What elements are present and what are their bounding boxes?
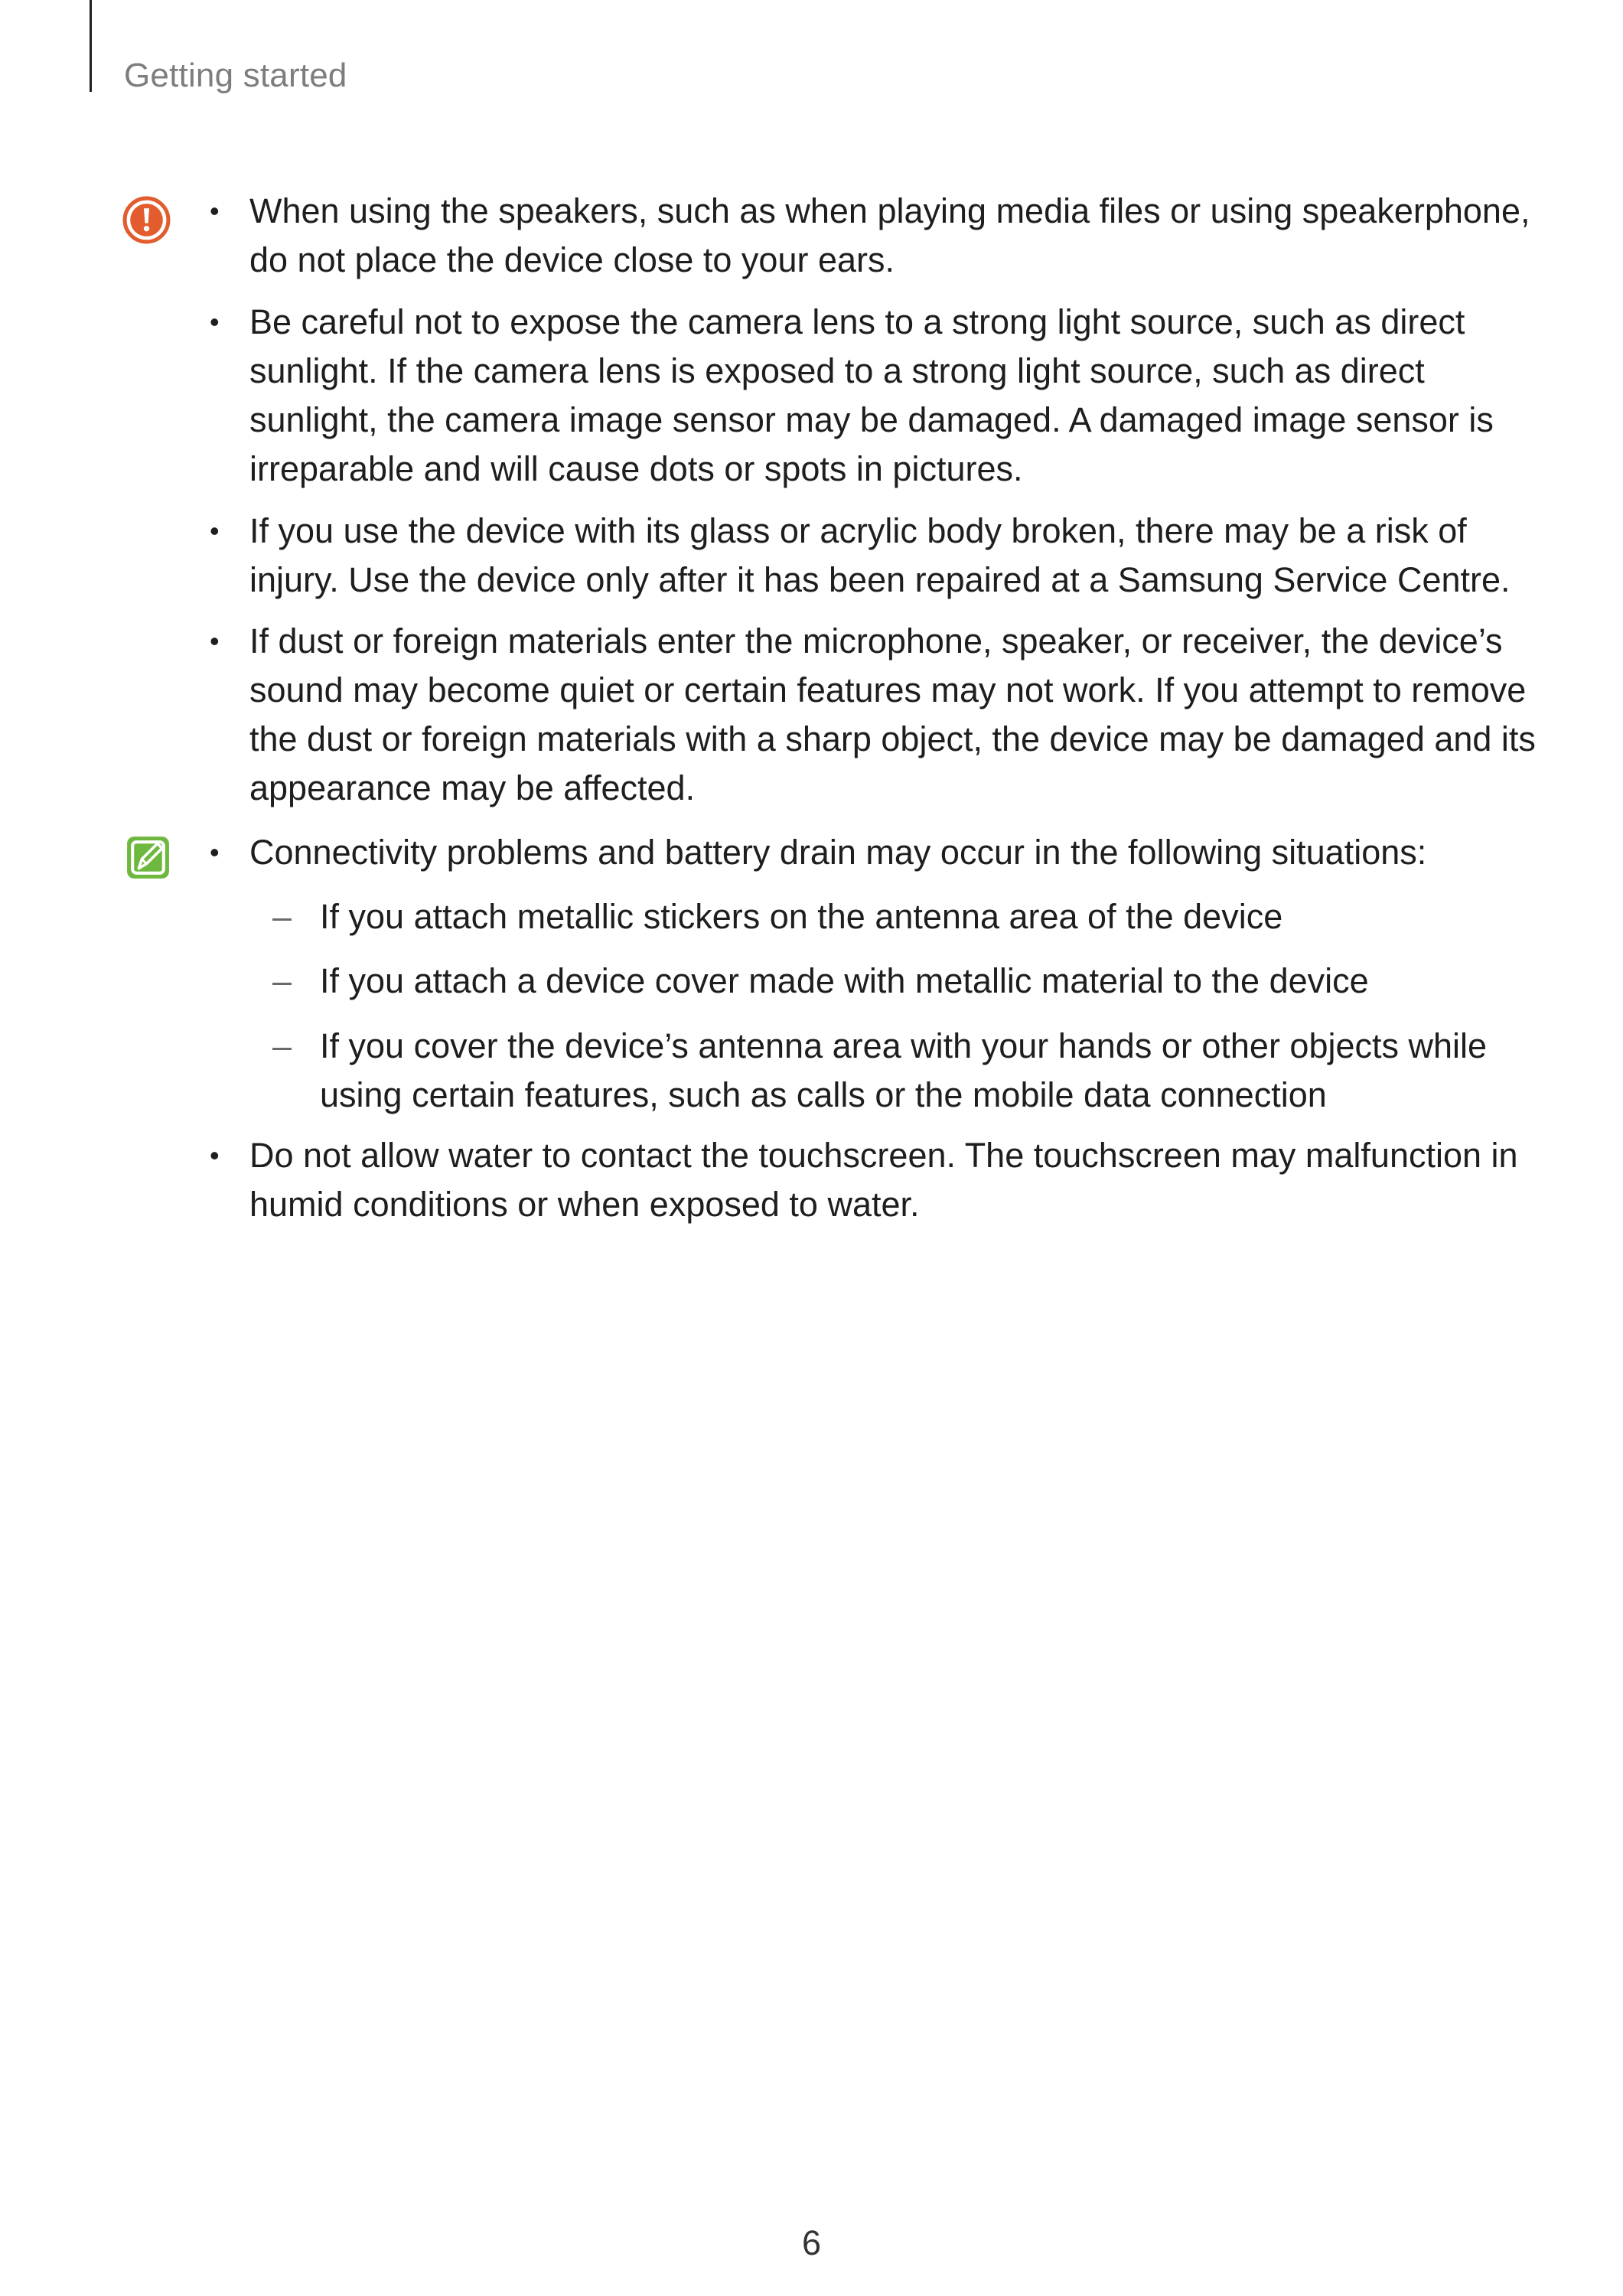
caution-item: [210, 617, 1543, 813]
note-item: [210, 828, 1543, 877]
note-icon: [123, 833, 173, 882]
caution-item: [210, 298, 1543, 494]
dash: –: [272, 1026, 292, 1065]
bullet: •: [210, 625, 220, 657]
page-number: 6: [801, 2223, 822, 2262]
dash: –: [272, 897, 292, 936]
header-rule: [90, 0, 92, 92]
bullet: •: [210, 195, 220, 227]
caution-item: [210, 187, 1543, 285]
caution-item-text: When using the speakers, such as when playing media files or using speakerphone, do not place the device close to your ears.: [249, 191, 1530, 279]
bullet: •: [210, 515, 220, 546]
note-sub-item-text: If you attach metallic stickers on the antenna area of the device: [320, 897, 1283, 936]
note-item: [210, 1131, 1543, 1229]
note-item-text: Do not allow water to contact the touchscreen. The touchscreen may malfunction in humid conditions or when exposed to water.: [249, 1136, 1518, 1224]
bullet: •: [210, 1140, 220, 1171]
note-item-text: Connectivity problems and battery drain may occur in the following situations:: [249, 833, 1427, 872]
note-sub-item-text: If you attach a device cover made with metallic material to the device: [320, 961, 1369, 1000]
caution-item-text: If you use the device with its glass or acrylic body broken, there may be a risk of injury. Use the device only after it has been repaired at a Samsung Service Centre.: [249, 511, 1511, 599]
section-title: Getting started: [124, 57, 347, 94]
bullet: •: [210, 306, 220, 338]
note-sub-item: [272, 892, 1544, 941]
caution-item: [210, 507, 1543, 605]
dash: –: [272, 961, 292, 1000]
caution-icon: [122, 195, 171, 245]
note-sub-item: [272, 957, 1544, 1006]
note-sub-item-text: If you cover the device’s antenna area with your hands or other objects while using certain features, such as calls or the mobile data connection: [320, 1026, 1488, 1114]
caution-item-text: If dust or foreign materials enter the microphone, speaker, or receiver, the device’s sound may become quiet or certain features may not work. If you attempt to remove the dust or foreign materials with a sharp object, the device may be damaged and its appearance may be affected.: [249, 621, 1536, 807]
bullet: •: [210, 837, 220, 868]
caution-item-text: Be careful not to expose the camera lens to a strong light source, such as direct sunlight. If the camera lens is exposed to a strong light source, such as direct sunlight, the camera image sensor may be damaged. A damaged image sensor is irreparable and will cause dots or spots in pictures.: [249, 302, 1494, 488]
note-sub-item: [272, 1022, 1544, 1120]
